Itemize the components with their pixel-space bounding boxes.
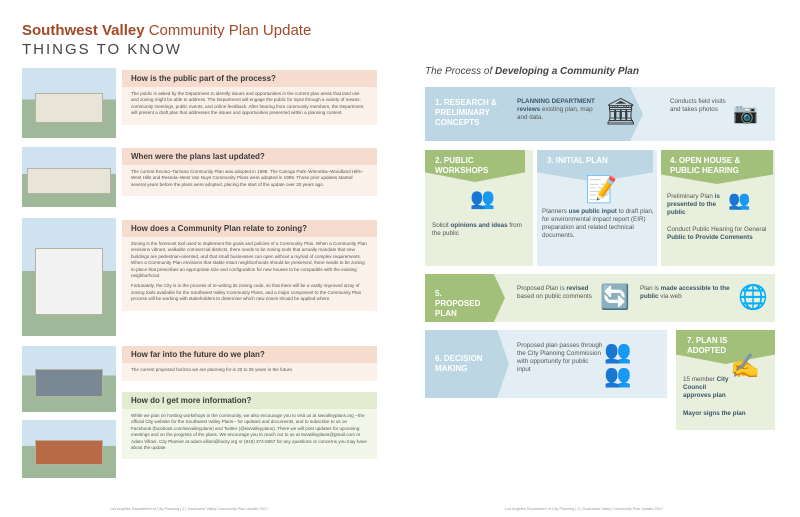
commission-people-icon: 👥 👥 bbox=[604, 339, 632, 388]
photo-commercial bbox=[22, 218, 116, 336]
step-4-text-2: Conduct Public Hearing for General Public to Provide Comments bbox=[667, 226, 767, 241]
city-hall-icon: 🏛 bbox=[604, 96, 638, 126]
answer-text: The current projected horizon we are planning for is 20 to 25 years in the future. bbox=[122, 363, 377, 381]
photo-house bbox=[22, 68, 116, 138]
presentation-icon: 👥 bbox=[728, 190, 751, 210]
qa-public-part bbox=[122, 70, 377, 125]
step-7-text-2: Mayor signs the plan bbox=[683, 410, 746, 417]
step-5-label: 5. PROPOSED PLAN bbox=[435, 289, 481, 318]
question-heading: How does a Community Plan relate to zoning? bbox=[122, 220, 377, 237]
question-heading: How far into the future do we plan? bbox=[122, 346, 377, 363]
step-6-text: Proposed plan passes through the City Planning Commission with opportunity for public input bbox=[517, 342, 603, 373]
page-subtitle: THINGS TO KNOW bbox=[22, 41, 182, 58]
question-heading: How is the public part of the process? bbox=[122, 70, 377, 87]
step-4-label: 4. OPEN HOUSE & PUBLIC HEARING bbox=[670, 156, 741, 175]
globe-icon: 🌐 bbox=[738, 284, 768, 311]
step-1-text-2: Conducts field visits and takes photos bbox=[670, 98, 726, 113]
step-5-text: Proposed Plan is revised based on public comments bbox=[517, 285, 592, 300]
qa-more-info bbox=[122, 392, 377, 459]
qa-zoning bbox=[122, 220, 377, 311]
answer-text: Zoning is the foremost tool used to implement the goals and policies of a Community Plan. When a Community Plan envisions vibrant, walkable commercial districts, there needs to be zoning tools that actually mandate that new buildings are pedestrian-oriented, and that small businesses can open without a myriad of complex requirements. When a Community Plan envisions that stable intact neighborhoods should be preserved, there needs to be zoning in-place that prescribes an appropriate size and configuration for new houses to be compatible with the existing neighborhood. Fortunately, the City is in the process of re-writing its zoning code, so that there will be a vastly improved array of zoning tools available for the Southwest Valley Community Plans, and a major component to the Community Plan process will be working with stakeholders to determine which new zones should be applied where. bbox=[122, 237, 377, 311]
page-header bbox=[22, 22, 311, 58]
question-heading: How do I get more information? bbox=[122, 392, 377, 409]
photo-storefront bbox=[22, 420, 116, 478]
step-2-text: Solicit opinions and ideas from the public bbox=[432, 222, 522, 237]
process-title: The Process of Developing a Community Plan bbox=[425, 66, 639, 77]
step-7-label: 7. PLAN IS ADOPTED bbox=[687, 336, 728, 355]
step-6-label: 6. DECISION MAKING bbox=[435, 354, 483, 373]
camera-icon: 📷 bbox=[733, 103, 758, 125]
qa-last-updated bbox=[122, 148, 377, 196]
page-title: Southwest Valley Community Plan Update bbox=[22, 22, 312, 39]
refresh-icon: 🔄 bbox=[600, 284, 630, 311]
step-3-label: 3. INITIAL PLAN bbox=[547, 156, 608, 165]
document-search-icon: 📝 bbox=[585, 174, 618, 204]
photo-theater bbox=[22, 346, 116, 412]
step-3-text: Planners use public input to draft plan, for environmental impact report (EIR) preparation and related technical documents. bbox=[542, 208, 654, 239]
step-4-text: Preliminary Plan is presented to the public bbox=[667, 193, 720, 216]
step-2-label: 2. PUBLIC WORKSHOPS bbox=[435, 156, 489, 175]
signing-icon: ✍ bbox=[730, 353, 760, 380]
photo-apartments bbox=[22, 147, 116, 207]
step-1-text: PLANNING DEPARTMENT reviews existing plan, map and data. bbox=[517, 98, 595, 121]
step-1-label: 1. RESEARCH & PRELIMINARY CONCEPTS bbox=[435, 98, 497, 127]
answer-text: While we plan on hosting workshops in the community, we also encourage you to visit us at swvalleyplans.org --the official City website for the Southwest Valley Plans-- for updates and documents, and to subscribe to us on Facebook (facebook.com/swvalleyplans) and Twitter (@swvalleyplans). There we will post updates for upcoming meetings and on the progress of the plans. We encourage you to reach out to us at swvalleyplans@gmail.com or Adam Villani, City Planner at adam.villani@lacity.org or (818) 374-5067 for any questions or concerns you may have about the update. bbox=[122, 409, 377, 459]
question-heading: When were the plans last updated? bbox=[122, 148, 377, 165]
step-7-text: 15 member City Council approves plan bbox=[683, 376, 729, 399]
workshop-people-icon: 👥 bbox=[470, 188, 495, 210]
footer-left: Los Angeles Department of City Planning | 2 | Southwest Valley Community Plan Update 2017 bbox=[110, 507, 269, 511]
footer-right: Los Angeles Department of City Planning | 3 | Southwest Valley Community Plan Update 2017 bbox=[505, 507, 664, 511]
step-5-text-2: Plan is made accessible to the public via web bbox=[640, 285, 730, 300]
qa-future bbox=[122, 346, 377, 381]
answer-text: The current Encino–Tarzana Community Plan was adopted in 1998. The Canoga Park–Winnetka–Woodland Hills–West Hills and Reseda–West Van Nuys Community Plans were adopted in 1999. Those prior updates started several years before the plans were adopted, placing the start of the update over 20 years ago. bbox=[122, 165, 377, 196]
answer-text: The public is asked by the Department to identify issues and opportunities in the current plan areas that land use and zoning might be able to address. The Department will engage the public for input through a variety of means: community meetings, public events, and online feedback. After hearing from community members, the Department will present a draft plan that addresses the issues and opportunities presented within a planning context. bbox=[122, 87, 377, 125]
